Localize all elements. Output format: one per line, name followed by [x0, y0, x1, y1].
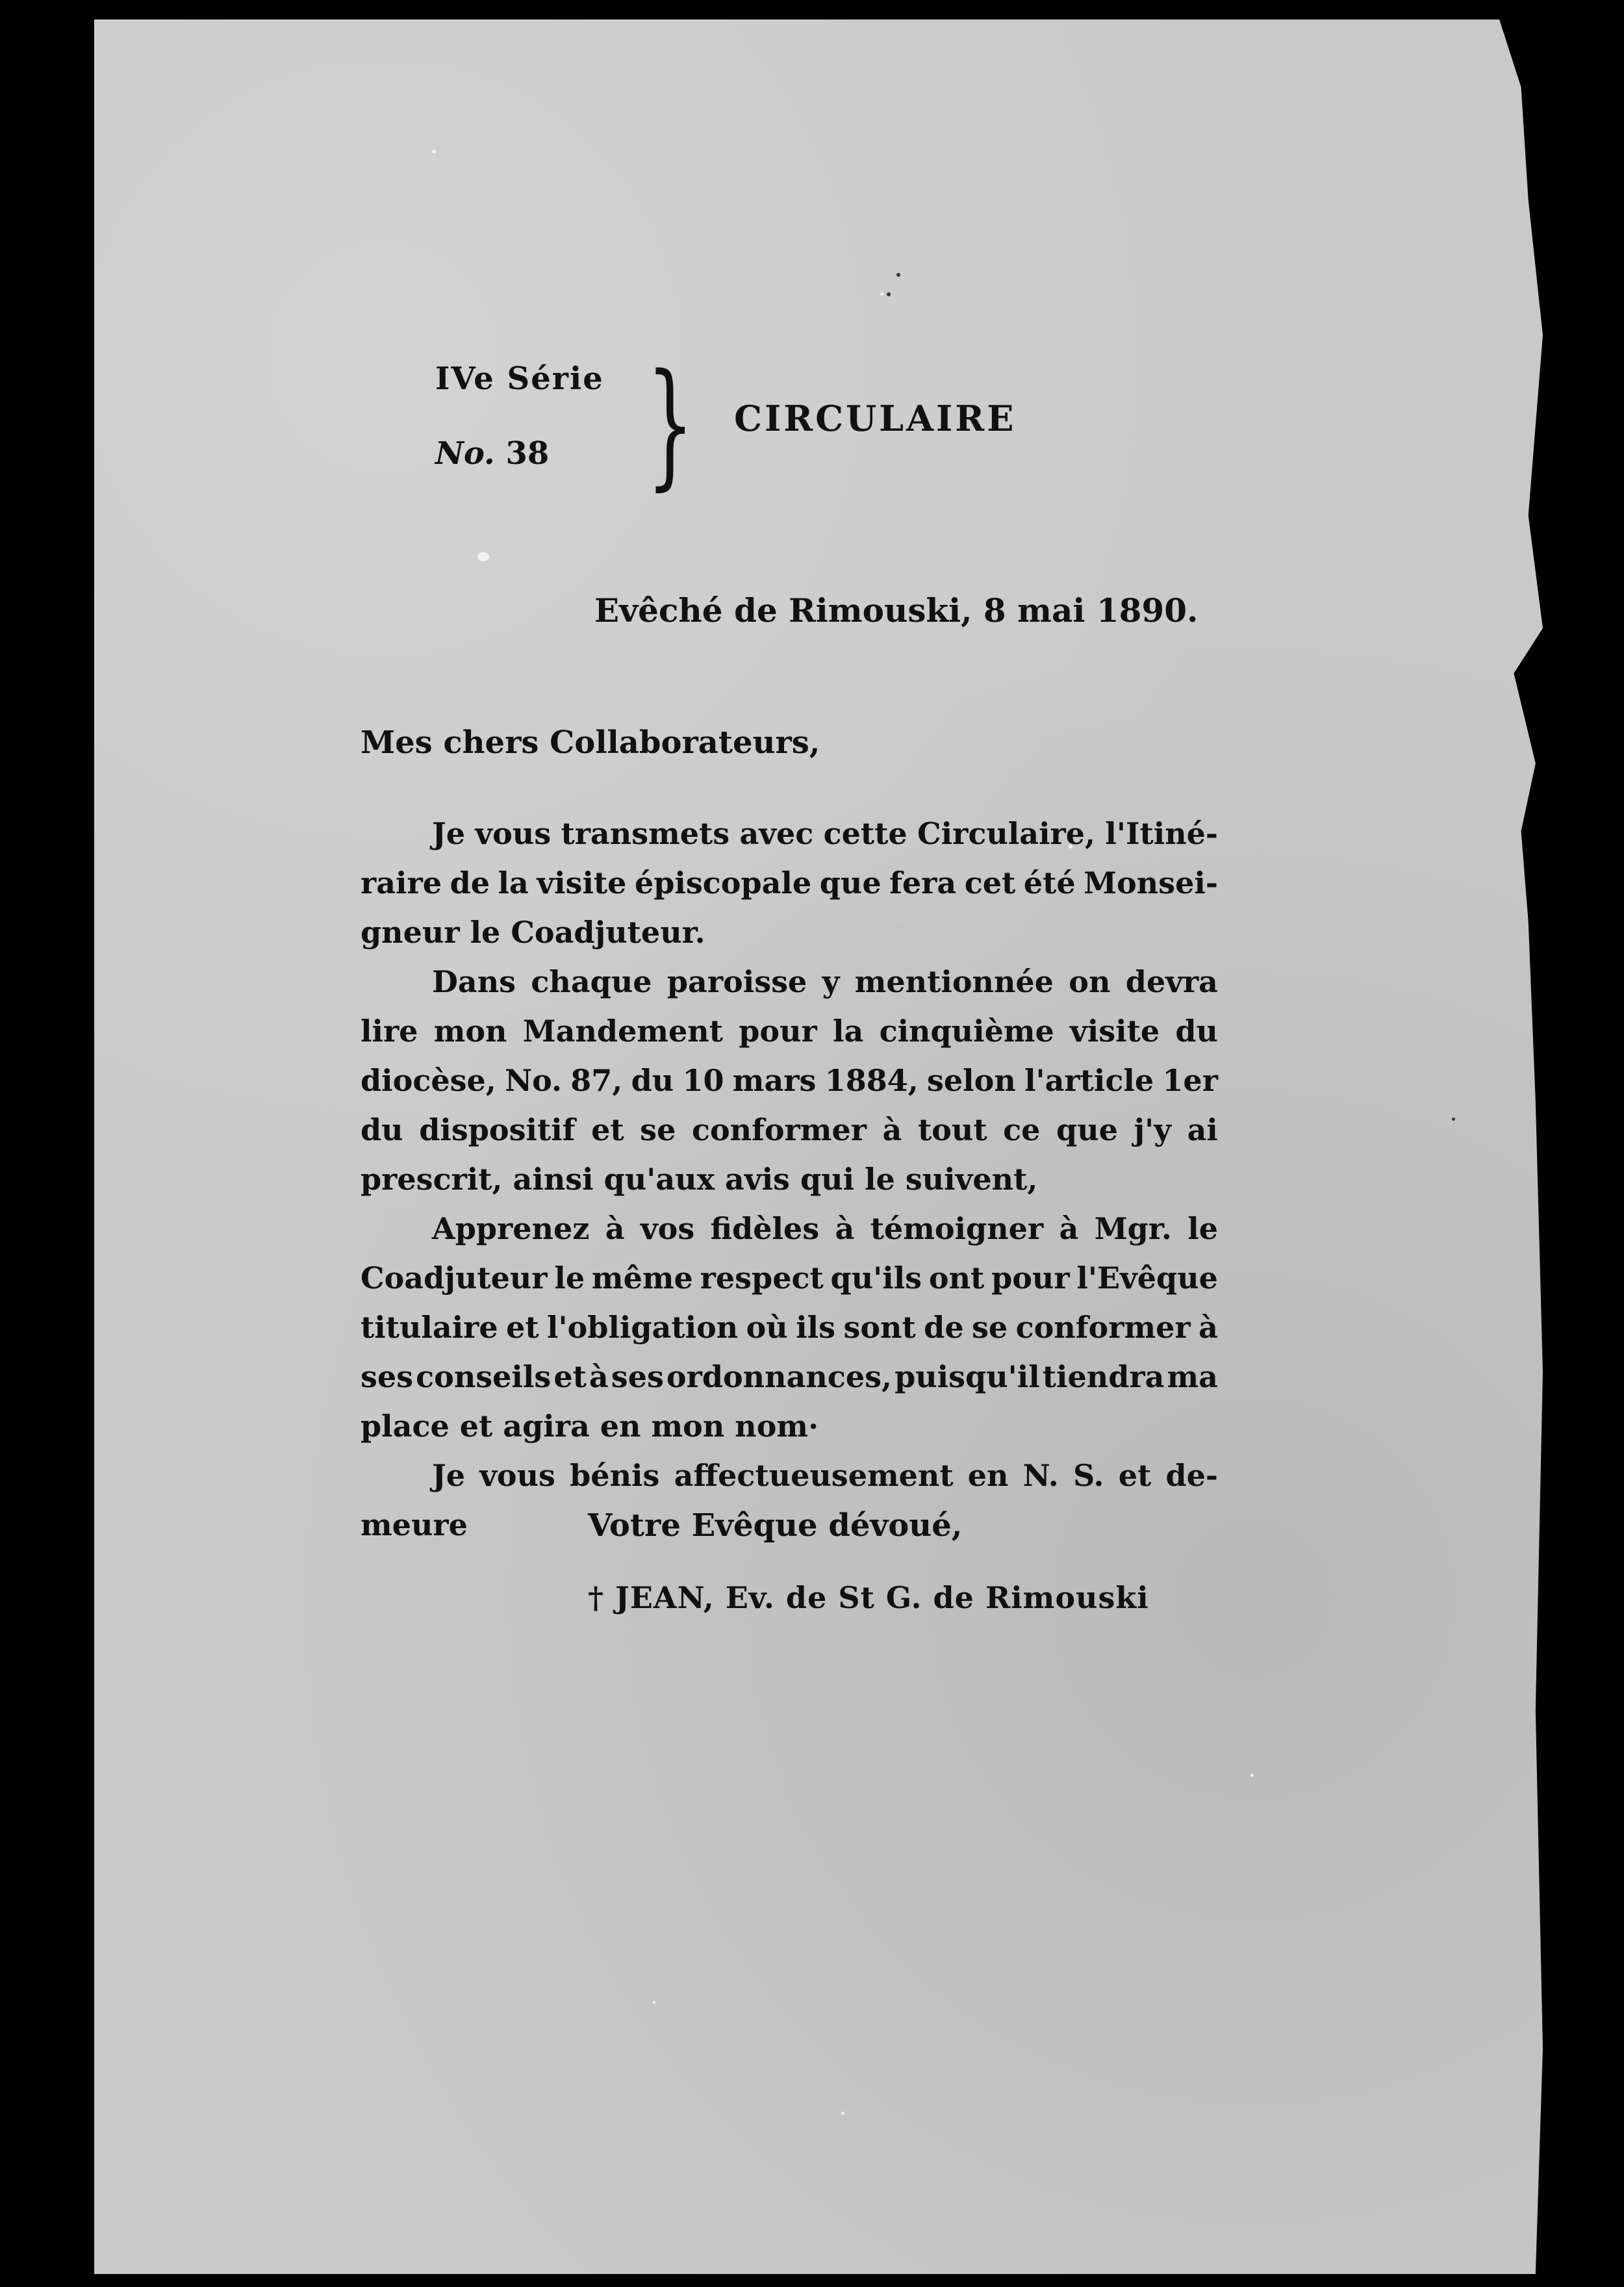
word: ils	[796, 1310, 836, 1345]
body-line	[361, 1204, 1218, 1253]
word: se	[640, 1112, 676, 1147]
word: l'obligation	[547, 1310, 739, 1345]
number-prefix: No.	[435, 435, 495, 472]
paragraph	[361, 957, 1218, 1204]
body-line: gneur le Coadjuteur.	[361, 915, 705, 950]
body-line: place et agira en mon nom·	[361, 1409, 819, 1444]
word: 87,	[570, 1063, 623, 1098]
word: et	[506, 1310, 539, 1345]
word: Je	[432, 816, 466, 851]
word: chaque	[531, 964, 652, 999]
word: ses	[611, 1359, 664, 1394]
speck	[653, 2001, 655, 2004]
paragraph	[361, 1204, 1218, 1451]
word: du	[1175, 1014, 1218, 1049]
speck	[1452, 1118, 1455, 1121]
word: pour	[739, 1014, 817, 1049]
word: à	[605, 1211, 625, 1246]
word: 1884,	[824, 1063, 919, 1098]
word: qu'ils	[830, 1260, 922, 1296]
word: pour	[991, 1260, 1070, 1296]
body-line	[361, 1352, 1218, 1401]
word: conformer	[691, 1112, 867, 1147]
word: devra	[1125, 964, 1218, 999]
speck	[896, 273, 900, 277]
word: ma	[1167, 1359, 1218, 1394]
speck	[880, 292, 883, 296]
word: de	[450, 865, 490, 901]
body-line	[361, 858, 1218, 908]
letter-body	[361, 809, 1218, 1550]
word: Coadjuteur	[361, 1260, 548, 1296]
word: N.	[1022, 1458, 1059, 1493]
speck	[477, 552, 489, 561]
word: selon	[927, 1063, 1016, 1098]
word: puisqu'il	[894, 1359, 1040, 1394]
word: tout	[917, 1112, 987, 1147]
body-line: prescrit, ainsi qu'aux avis qui le suivent,	[361, 1162, 1038, 1197]
word: Apprenez	[432, 1211, 590, 1246]
word: Monsei-	[1084, 865, 1218, 901]
word: lire	[361, 1014, 418, 1049]
word: ce	[1003, 1112, 1041, 1147]
body-line	[361, 1056, 1218, 1105]
speck	[432, 149, 436, 153]
word: cet	[964, 865, 1016, 901]
word: ai	[1187, 1112, 1218, 1147]
word: on	[1069, 964, 1111, 999]
body-line	[361, 957, 1218, 1006]
word: respect	[700, 1260, 824, 1296]
word: de-	[1165, 1458, 1218, 1493]
circular-number	[435, 435, 549, 472]
word: diocèse,	[361, 1063, 496, 1098]
word: du	[361, 1112, 403, 1147]
series-label: IVe Série	[435, 361, 604, 397]
word: se	[972, 1310, 1008, 1345]
word: et	[1118, 1458, 1152, 1493]
speck	[841, 2112, 844, 2115]
word: conseils	[416, 1359, 552, 1394]
word: affectueusement	[674, 1458, 954, 1493]
word: ses	[361, 1359, 414, 1394]
word: du	[631, 1063, 674, 1098]
word: l'Itiné-	[1105, 816, 1218, 851]
word: le	[1187, 1211, 1218, 1246]
word: ont	[928, 1260, 985, 1296]
paragraph	[361, 809, 1218, 957]
salutation: Mes chers Collaborateurs,	[361, 724, 820, 761]
word: vous	[475, 816, 552, 851]
word: mentionnée	[854, 964, 1054, 999]
body-line	[361, 1105, 1218, 1155]
word: été	[1023, 865, 1076, 901]
word: ordonnances,	[666, 1359, 893, 1394]
word: transmets	[561, 816, 730, 851]
word: j'y	[1134, 1112, 1171, 1147]
word: Circulaire,	[917, 816, 1096, 851]
document-title: CIRCULAIRE	[734, 398, 1017, 439]
word: S.	[1072, 1458, 1104, 1493]
word: Dans	[432, 964, 516, 999]
word: le	[554, 1260, 585, 1296]
signature: † JEAN, Ev. de St G. de Rimouski	[588, 1580, 1149, 1615]
word: épiscopale	[634, 865, 812, 901]
word: cinquième	[879, 1014, 1054, 1049]
word: titulaire	[361, 1310, 498, 1345]
word: que	[1056, 1112, 1118, 1147]
word: la	[833, 1014, 864, 1049]
brace-glyph: }	[646, 344, 694, 504]
word: paroisse	[666, 964, 807, 999]
word: Je	[432, 1458, 466, 1493]
word: fera	[889, 865, 957, 901]
word: mars	[732, 1063, 817, 1098]
word: Mgr.	[1094, 1211, 1172, 1246]
word: l'Evêque	[1076, 1260, 1218, 1296]
body-line	[361, 809, 1218, 858]
word: à	[1199, 1310, 1218, 1345]
word: à	[589, 1359, 609, 1394]
word: No.	[505, 1063, 562, 1098]
word: vous	[479, 1458, 555, 1493]
body-line	[361, 1253, 1218, 1303]
word: cette	[823, 816, 907, 851]
word: à	[1059, 1211, 1079, 1246]
word: 10	[682, 1063, 724, 1098]
speck	[1250, 1774, 1254, 1777]
word: et	[591, 1112, 624, 1147]
word: bénis	[570, 1458, 660, 1493]
body-line	[361, 1006, 1218, 1056]
word: y	[822, 964, 840, 999]
word: l'article	[1024, 1063, 1154, 1098]
word: dispositif	[419, 1112, 576, 1147]
word: témoigner	[870, 1211, 1044, 1246]
body-line	[361, 1303, 1218, 1352]
word: conformer	[1015, 1310, 1191, 1345]
word: avec	[739, 816, 814, 851]
word: en	[967, 1458, 1009, 1493]
number-value: 38	[505, 435, 550, 472]
word: de	[924, 1310, 964, 1345]
word: raire	[361, 865, 442, 901]
word: sont	[843, 1310, 916, 1345]
word: et	[553, 1359, 587, 1394]
word: la	[498, 865, 529, 901]
body-line	[361, 1451, 1218, 1500]
word: Mandement	[522, 1014, 723, 1049]
word: même	[591, 1260, 693, 1296]
speck	[887, 292, 891, 296]
word: à	[835, 1211, 855, 1246]
word: visite	[1070, 1014, 1160, 1049]
word: où	[746, 1310, 788, 1345]
word: visite	[537, 865, 627, 901]
word: vos	[640, 1211, 695, 1246]
closing: Votre Evêque dévoué,	[588, 1507, 963, 1544]
dateline: Evêché de Rimouski, 8 mai 1890.	[594, 591, 1199, 630]
word: tiendra	[1042, 1359, 1165, 1394]
word: 1er	[1162, 1063, 1218, 1098]
word: mon	[433, 1014, 507, 1049]
body-line: meure	[361, 1507, 468, 1542]
word: fidèles	[710, 1211, 820, 1246]
word: à	[882, 1112, 902, 1147]
word: que	[819, 865, 882, 901]
